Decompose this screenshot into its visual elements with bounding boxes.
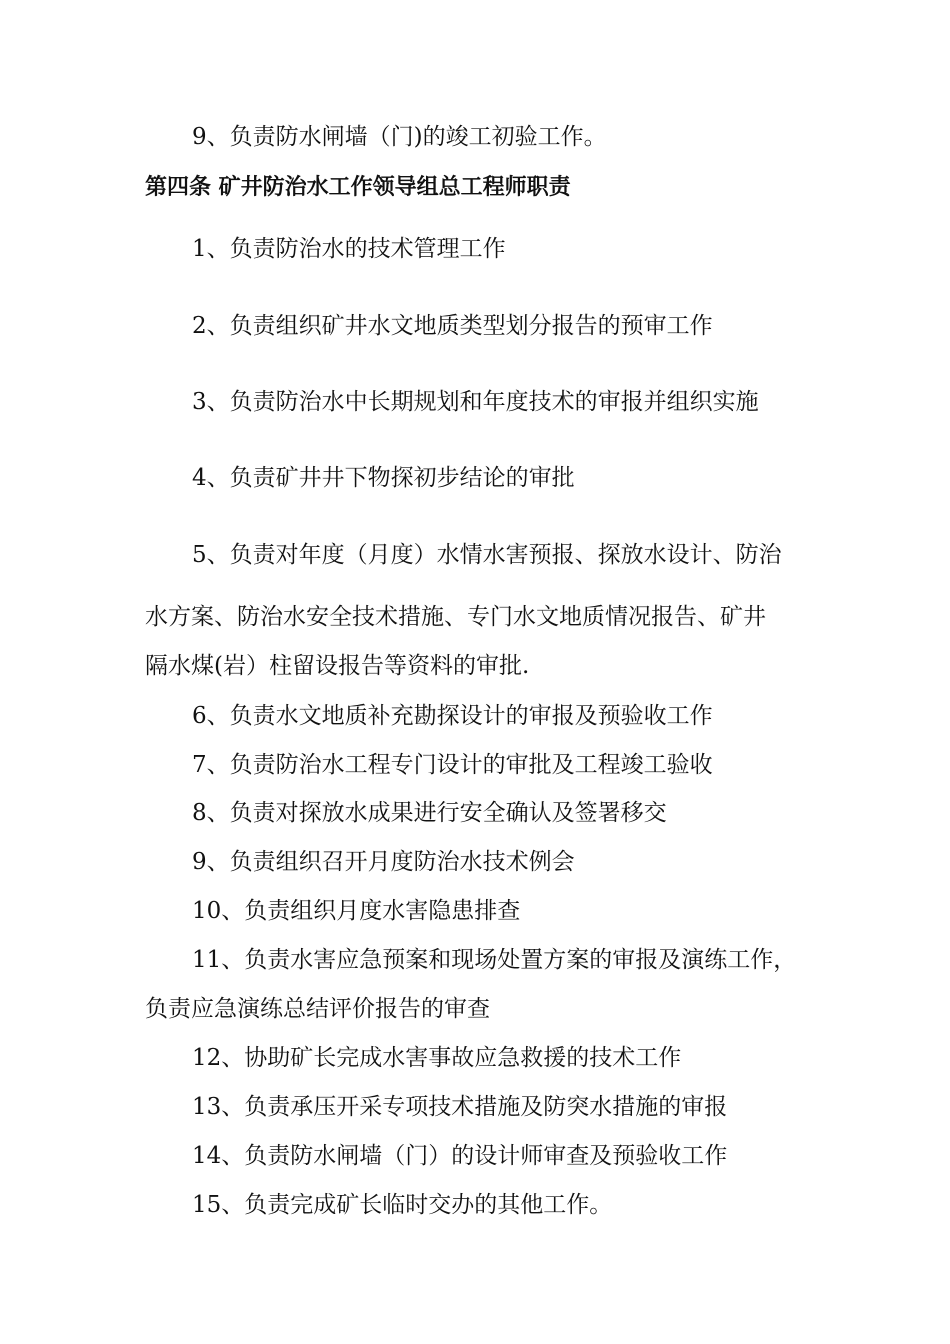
- list-item: 10、负责组织月度水害隐患排查: [192, 898, 521, 924]
- list-item: 8、负责对探放水成果进行安全确认及签署移交: [192, 800, 667, 826]
- list-item: 5、负责对年度（月度）水情水害预报、探放水设计、防治: [192, 542, 782, 568]
- list-item: 1、负责防治水的技术管理工作: [192, 236, 506, 262]
- list-item: 14、负责防水闸墙（门）的设计师审查及预验收工作: [192, 1143, 728, 1169]
- list-item: 12、协助矿长完成水害事故应急救援的技术工作: [192, 1045, 682, 1071]
- list-item: 11、负责水害应急预案和现场处置方案的审报及演练工作，: [192, 947, 797, 973]
- section-heading: 第四条 矿井防治水工作领导组总工程师职责: [145, 175, 571, 200]
- list-item: 13、负责承压开采专项技术措施及防突水措施的审报: [192, 1094, 728, 1120]
- intro-item: 9、负责防水闸墙（门)的竣工初验工作。: [192, 124, 607, 150]
- list-item-continuation: 水方案、防治水安全技术措施、专门水文地质情况报告、矿井: [145, 604, 766, 630]
- list-item: 15、负责完成矿长临时交办的其他工作。: [192, 1192, 613, 1218]
- list-item: 7、负责防治水工程专门设计的审批及工程竣工验收: [192, 752, 713, 778]
- list-item: 9、负责组织召开月度防治水技术例会: [192, 849, 575, 875]
- list-item-continuation: 隔水煤(岩）柱留设报告等资料的审批.: [145, 653, 530, 679]
- list-item: 4、负责矿井井下物探初步结论的审批: [192, 465, 575, 491]
- list-item: 6、负责水文地质补充勘探设计的审报及预验收工作: [192, 703, 713, 729]
- list-item-continuation: 负责应急演练总结评价报告的审查: [145, 996, 490, 1022]
- list-item: 3、负责防治水中长期规划和年度技术的审报并组织实施: [192, 389, 759, 415]
- list-item: 2、负责组织矿井水文地质类型划分报告的预审工作: [192, 313, 713, 339]
